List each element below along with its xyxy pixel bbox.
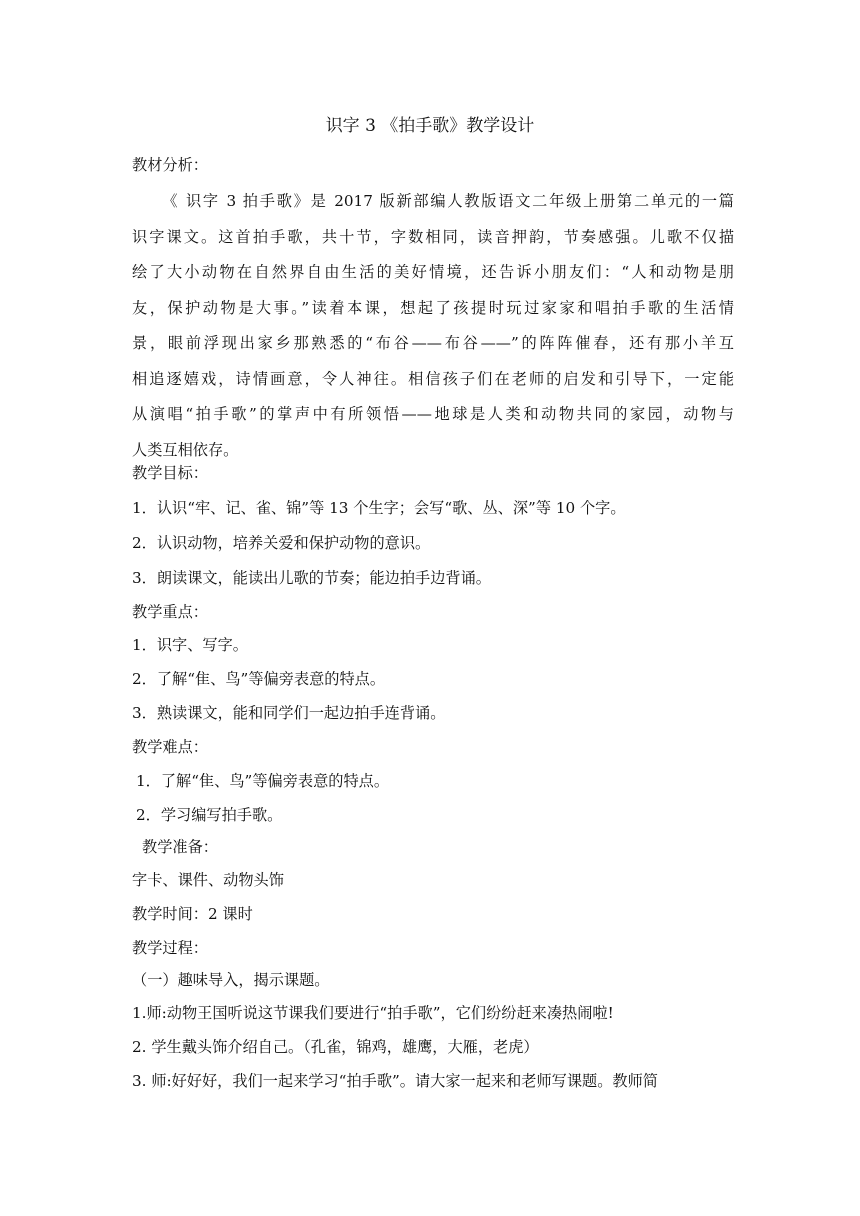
difficulty-item: 2．学习编写拍手歌。 — [136, 806, 283, 824]
analysis-line: 识字课文。这首拍手歌，共十节，字数相同，读音押韵，节奏感强。儿歌不仅描 — [132, 227, 734, 246]
preparation-text: 字卡、课件、动物头饰 — [132, 871, 284, 889]
key-point-item: 1．识字、写字。 — [132, 636, 248, 654]
process-step: （一）趣味导入，揭示课题。 — [132, 971, 330, 989]
key-point-item: 2．了解“隹、鸟”等偏旁表意的特点。 — [132, 670, 386, 688]
goals-heading: 教学目标： — [132, 464, 208, 482]
analysis-line: 相追逐嬉戏，诗情画意，令人神往。相信孩子们在老师的启发和引导下，一定能 — [132, 369, 734, 388]
key-points-heading: 教学重点： — [132, 603, 208, 621]
analysis-line: 人类互相依存。 — [132, 440, 239, 459]
process-step: 1.师:动物王国听说这节课我们要进行“拍手歌”，它们纷纷赶来凑热闹啦! — [132, 1004, 614, 1022]
difficulty-item: 1．了解“隹、鸟”等偏旁表意的特点。 — [136, 772, 390, 790]
difficulties-heading: 教学难点： — [132, 738, 208, 756]
process-step: 2. 学生戴头饰介绍自己。（孔雀，锦鸡，雄鹰，大雁，老虎） — [132, 1038, 539, 1056]
document-title: 识字 3 《拍手歌》教学设计 — [325, 116, 535, 136]
analysis-line: 从演唱“拍手歌”的掌声中有所领悟——地球是人类和动物共同的家园，动物与 — [132, 405, 734, 423]
process-heading: 教学过程： — [132, 939, 208, 957]
goal-item: 1．认识“牢、记、雀、锦”等 13 个生字；会写“歌、丛、深”等 10 个字。 — [132, 499, 626, 517]
analysis-heading: 教材分析： — [132, 156, 208, 174]
key-point-item: 3．熟读课文，能和同学们一起边拍手连背诵。 — [132, 704, 446, 722]
goal-item: 2．认识动物，培养关爱和保护动物的意识。 — [132, 534, 431, 552]
analysis-line: 绘了大小动物在自然界自由生活的美好情境，还告诉小朋友们：“人和动物是朋 — [132, 263, 734, 281]
analysis-line: 友，保护动物是大事。”读着本课，想起了孩提时玩过家家和唱拍手歌的生活情 — [132, 298, 734, 317]
analysis-line: 《 识字 3 拍手歌》是 2017 版新部编人教版语文二年级上册第二单元的一篇 — [162, 192, 734, 210]
process-step: 3. 师:好好好，我们一起来学习“拍手歌”。请大家一起来和老师写课题。教师简 — [132, 1072, 658, 1090]
analysis-paragraph — [132, 184, 734, 468]
time-text: 教学时间：2 课时 — [132, 905, 253, 923]
preparation-heading: 教学准备： — [142, 838, 218, 856]
analysis-line: 景，眼前浮现出家乡那熟悉的“布谷——布谷——”的阵阵催春，还有那小羊互 — [132, 334, 734, 352]
goal-item: 3．朗读课文，能读出儿歌的节奏；能边拍手边背诵。 — [132, 569, 491, 587]
